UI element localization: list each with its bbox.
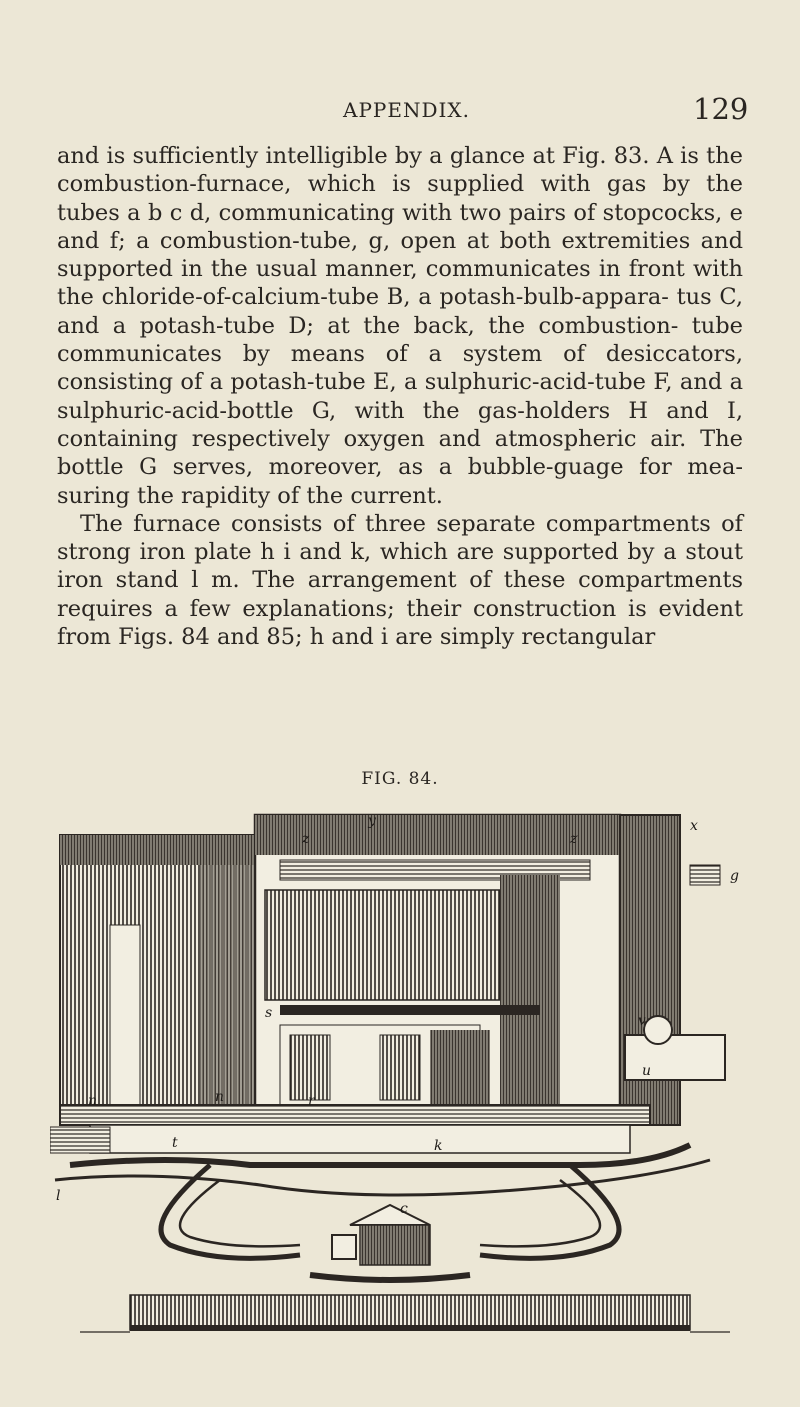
- label-v: v: [638, 1013, 646, 1029]
- burner-row: [80, 1295, 730, 1332]
- label-r: r: [308, 1093, 315, 1109]
- label-u: u: [642, 1063, 652, 1079]
- label-g: g: [730, 868, 739, 884]
- label-n: n: [215, 1089, 225, 1105]
- furnace-engraving: [50, 805, 750, 1365]
- label-z: z: [570, 831, 578, 847]
- label-y: y: [368, 813, 376, 829]
- label-c: c: [400, 1201, 408, 1217]
- running-header: [0, 92, 800, 132]
- label-n: n: [88, 1093, 98, 1109]
- label-z: z: [302, 831, 310, 847]
- label-l: l: [56, 1188, 61, 1204]
- label-k: k: [434, 1138, 443, 1154]
- paragraph: The furnace consists of three separate compartments of strong iron plate h i and k, which are supported by a stout iron stand l m. The arrangement of these compartments requires a few explanations; their construction is evident from Figs. 84 and 85; h and i are simply rectangular: [57, 510, 743, 651]
- central-compartment: [255, 815, 620, 1115]
- left-compartment: [60, 835, 255, 1105]
- label-t: t: [172, 1135, 178, 1151]
- paragraph: and is sufficiently intelligible by a glance at Fig. 83. A is the combustion-furnace, which is supplied with gas by the tubes a b c d, communicating with two pairs of stopcocks, e and f; a combustion-tube, g, open at both extremities and supported in the usual manner, communicates in front with the chloride-of-calcium-tube B, a potash-bulb-appara- tus C, and a potash-tube D; at the back, the combustion- tube communicates by means of a system of desiccators, consisting of a potash-tube E, a sulphuric-acid-tube F, and a sulphuric-acid-bottle G, with the gas-holders H and I, containing respectively oxygen and atmospheric air. The bottle G serves, moreover, as a bubble-guage for mea- suring the rapidity of the current.: [57, 143, 743, 509]
- body-text: [57, 142, 743, 651]
- furnace-illustration: [50, 805, 750, 1365]
- label-x: x: [690, 818, 698, 834]
- figure-caption: FIG. 84.: [361, 769, 439, 789]
- page-number: 129: [693, 92, 749, 126]
- label-s: s: [265, 1005, 273, 1021]
- base-plates: [50, 1105, 650, 1153]
- running-title: APPENDIX.: [343, 98, 470, 122]
